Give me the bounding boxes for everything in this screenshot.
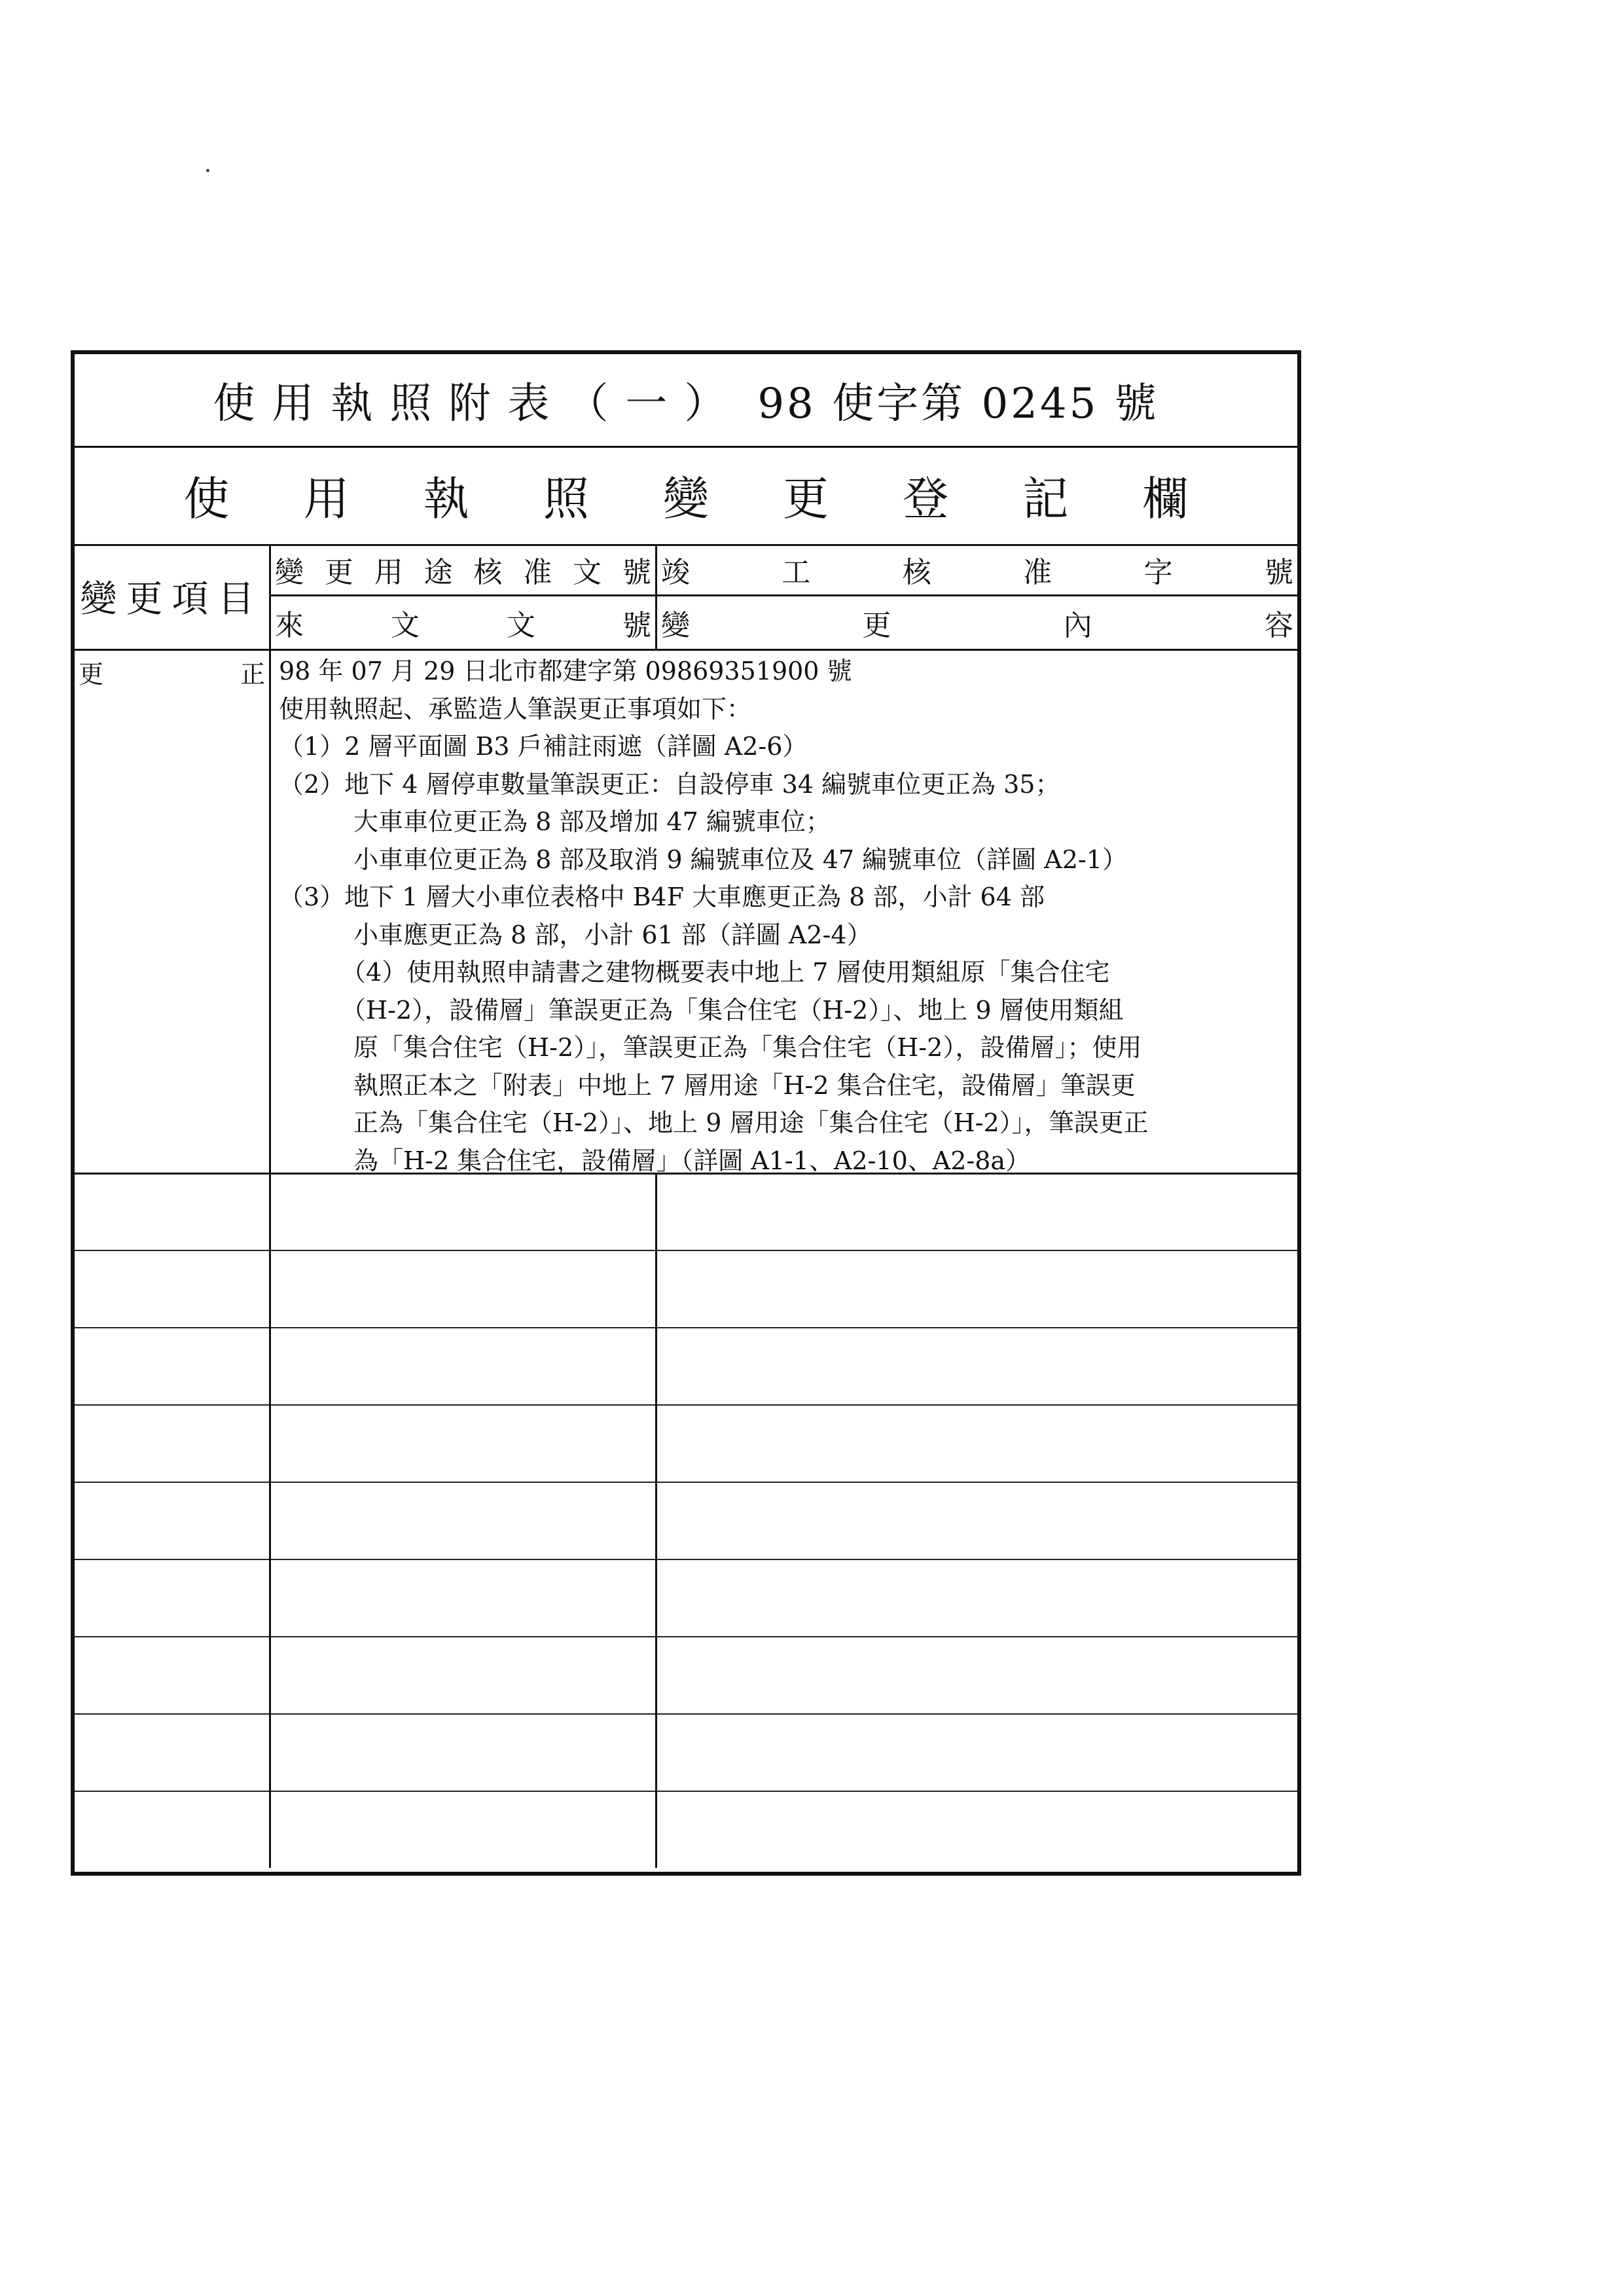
header-char: 核 bbox=[473, 555, 503, 589]
header-char: 途 bbox=[423, 555, 453, 589]
entry-line: （4）使用執照申請書之建物概要表中地上 7 層使用類組原「集合住宅 bbox=[279, 958, 1110, 987]
header-char: 核 bbox=[902, 555, 931, 589]
document-title-row bbox=[75, 354, 1297, 448]
header-change-item: 變更項目 bbox=[75, 544, 271, 649]
header-char: 字 bbox=[1143, 555, 1173, 589]
empty-cell bbox=[75, 1482, 271, 1559]
document-title bbox=[213, 370, 1159, 430]
header-char: 內 bbox=[1063, 609, 1092, 642]
entry-line: 小車應更正為 8 部，小計 61 部（詳圖 A2-4） bbox=[279, 920, 872, 949]
permit-annex-form bbox=[71, 350, 1301, 1876]
empty-cell bbox=[271, 1173, 657, 1250]
header-char: 竣 bbox=[661, 555, 690, 589]
register-title-char: 登 bbox=[903, 471, 949, 526]
empty-row bbox=[75, 1250, 1297, 1328]
entry-line: 正為「集合住宅（H-2）」、地上 9 層用途「集合住宅（H-2）」，筆誤更正 bbox=[279, 1108, 1149, 1137]
entry-line: （1）2 層平面圖 B3 戶補註雨遮（詳圖 A2-6） bbox=[279, 732, 808, 761]
empty-cell bbox=[75, 1404, 271, 1482]
header-change-content bbox=[657, 596, 1297, 649]
empty-cell bbox=[657, 1791, 1297, 1868]
empty-row bbox=[75, 1327, 1297, 1406]
empty-cell bbox=[271, 1482, 657, 1559]
empty-row bbox=[75, 1404, 1297, 1483]
header-char: 文 bbox=[391, 609, 420, 642]
entry-item-char: 更 bbox=[79, 660, 104, 689]
header-char: 號 bbox=[622, 555, 651, 589]
empty-row bbox=[75, 1559, 1297, 1637]
empty-cell bbox=[657, 1636, 1297, 1713]
entry-item bbox=[75, 649, 271, 1173]
header-char: 更 bbox=[324, 555, 353, 589]
title-prefix: 使用執照附表（一） bbox=[213, 380, 744, 428]
empty-cell bbox=[75, 1636, 271, 1713]
empty-cell bbox=[657, 1482, 1297, 1559]
entry-line: 98 年 07 月 29 日北市都建字第 09869351900 號 bbox=[279, 657, 852, 685]
entry-line: （2）地下 4 層停車數量筆誤更正：自設停車 34 編號車位更正為 35； bbox=[279, 769, 1060, 799]
empty-cell bbox=[657, 1327, 1297, 1404]
header-approval-doc-no bbox=[271, 544, 657, 596]
empty-row bbox=[75, 1173, 1297, 1251]
scan-speck bbox=[206, 169, 209, 172]
entry-line: （H-2），設備層」筆誤更正為「集合住宅（H-2）」、地上 9 層使用類組 bbox=[279, 995, 1124, 1025]
header-char: 文 bbox=[573, 555, 602, 589]
entry-line: 小車車位更正為 8 部及取消 9 編號車位及 47 編號車位（詳圖 A2-1） bbox=[279, 845, 1127, 874]
entry-line: 原「集合住宅（H-2）」，筆誤更正為「集合住宅（H-2），設備層」；使用 bbox=[279, 1033, 1142, 1062]
header-char: 准 bbox=[1023, 555, 1052, 589]
empty-cell bbox=[75, 1327, 271, 1404]
empty-cell bbox=[271, 1559, 657, 1636]
empty-cell bbox=[657, 1713, 1297, 1791]
entry-line: 執照正本之「附表」中地上 7 層用途「H-2 集合住宅，設備層」筆誤更 bbox=[279, 1070, 1136, 1100]
empty-cell bbox=[271, 1713, 657, 1791]
register-title-row bbox=[75, 446, 1297, 546]
header-char: 文 bbox=[507, 609, 535, 642]
empty-row bbox=[75, 1636, 1297, 1715]
empty-cell bbox=[271, 1636, 657, 1713]
title-number: 98 使字第 0245 號 bbox=[757, 380, 1159, 428]
register-title-char: 用 bbox=[303, 471, 350, 526]
entry-line: 大車車位更正為 8 部及增加 47 編號車位； bbox=[279, 807, 831, 836]
entry-body bbox=[279, 653, 1292, 1180]
register-title-char: 使 bbox=[183, 471, 230, 526]
header-char: 容 bbox=[1264, 609, 1293, 642]
empty-row bbox=[75, 1713, 1297, 1792]
header-char: 號 bbox=[622, 609, 651, 642]
header-char: 准 bbox=[523, 555, 552, 589]
register-title bbox=[75, 462, 1297, 528]
empty-cell bbox=[75, 1713, 271, 1791]
empty-rows bbox=[75, 1173, 1297, 1872]
empty-cell bbox=[271, 1791, 657, 1868]
empty-cell bbox=[271, 1327, 657, 1404]
entry-line: （3）地下 1 層大小車位表格中 B4F 大車應更正為 8 部，小計 64 部 bbox=[279, 883, 1045, 911]
empty-cell bbox=[657, 1559, 1297, 1636]
empty-cell bbox=[75, 1559, 271, 1636]
header-char: 變 bbox=[661, 609, 690, 642]
header-incoming-doc-no bbox=[271, 596, 657, 649]
entry-line: 為「H-2 集合住宅，設備層」（詳圖 A1-1、A2-10、A2-8a） bbox=[279, 1146, 1031, 1175]
correction-entry bbox=[75, 649, 1297, 1175]
header-char: 來 bbox=[275, 609, 304, 642]
empty-cell bbox=[657, 1173, 1297, 1250]
register-title-char: 更 bbox=[783, 471, 829, 526]
register-title-char: 執 bbox=[423, 471, 469, 526]
register-title-char: 照 bbox=[543, 471, 589, 526]
empty-cell bbox=[75, 1250, 271, 1327]
empty-cell bbox=[271, 1250, 657, 1327]
empty-cell bbox=[271, 1404, 657, 1482]
empty-row bbox=[75, 1791, 1297, 1868]
empty-row bbox=[75, 1482, 1297, 1560]
header-completion-no bbox=[657, 544, 1297, 596]
empty-cell bbox=[657, 1404, 1297, 1482]
table-header bbox=[75, 544, 1297, 651]
header-char: 號 bbox=[1264, 555, 1293, 589]
header-char: 工 bbox=[782, 555, 811, 589]
register-title-char: 欄 bbox=[1142, 471, 1189, 526]
header-char: 變 bbox=[275, 555, 304, 589]
empty-cell bbox=[75, 1173, 271, 1250]
header-char: 用 bbox=[374, 555, 403, 589]
entry-item-char: 正 bbox=[240, 660, 265, 689]
register-title-char: 變 bbox=[662, 471, 709, 526]
empty-cell bbox=[75, 1791, 271, 1868]
register-title-char: 記 bbox=[1022, 471, 1069, 526]
entry-line: 使用執照起、承監造人筆誤更正事項如下： bbox=[279, 694, 752, 723]
header-char: 更 bbox=[862, 609, 891, 642]
empty-cell bbox=[657, 1250, 1297, 1327]
